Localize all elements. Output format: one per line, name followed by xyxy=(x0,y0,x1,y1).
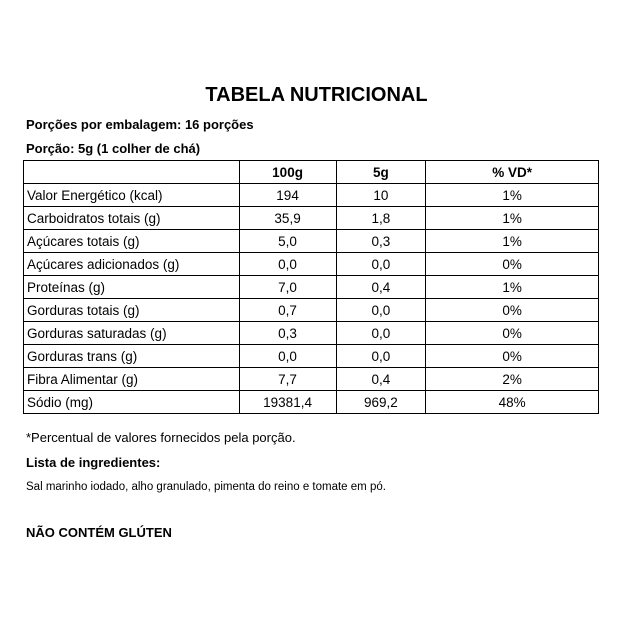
value-5g: 0,0 xyxy=(336,253,426,276)
value-vd: 1% xyxy=(426,207,599,230)
table-row xyxy=(24,299,599,322)
table-row xyxy=(24,184,599,207)
value-vd: 48% xyxy=(426,391,599,414)
nutrition-table xyxy=(23,160,599,414)
value-5g: 0,3 xyxy=(336,230,426,253)
nutrient-label: Sódio (mg) xyxy=(24,391,240,414)
serving-size: Porção: 5g (1 colher de chá) xyxy=(26,141,201,156)
value-100g: 19381,4 xyxy=(239,391,336,414)
nutrient-label: Gorduras totais (g) xyxy=(24,299,240,322)
value-5g: 0,0 xyxy=(336,345,426,368)
value-100g: 5,0 xyxy=(239,230,336,253)
header-vd: % VD* xyxy=(426,161,599,184)
nutrient-label: Valor Energético (kcal) xyxy=(24,184,240,207)
value-vd: 1% xyxy=(426,230,599,253)
value-5g: 0,0 xyxy=(336,322,426,345)
header-nutrient xyxy=(24,161,240,184)
value-vd: 1% xyxy=(426,276,599,299)
nutrient-label: Açúcares adicionados (g) xyxy=(24,253,240,276)
value-5g: 1,8 xyxy=(336,207,426,230)
header-5g: 5g xyxy=(336,161,426,184)
table-row xyxy=(24,322,599,345)
gluten-notice: NÃO CONTÉM GLÚTEN xyxy=(26,525,172,540)
footnote: *Percentual de valores fornecidos pela porção. xyxy=(26,430,296,445)
value-vd: 1% xyxy=(426,184,599,207)
value-100g: 194 xyxy=(239,184,336,207)
value-vd: 0% xyxy=(426,253,599,276)
table-row xyxy=(24,391,599,414)
ingredients-heading: Lista de ingredientes: xyxy=(26,455,161,470)
nutrient-label: Gorduras trans (g) xyxy=(24,345,240,368)
table-row xyxy=(24,207,599,230)
value-100g: 7,7 xyxy=(239,368,336,391)
value-100g: 0,0 xyxy=(239,345,336,368)
value-vd: 2% xyxy=(426,368,599,391)
value-100g: 7,0 xyxy=(239,276,336,299)
table-header-row xyxy=(24,161,599,184)
nutrient-label: Gorduras saturadas (g) xyxy=(24,322,240,345)
servings-per-package: Porções por embalagem: 16 porções xyxy=(26,117,254,132)
value-5g: 10 xyxy=(336,184,426,207)
value-5g: 0,4 xyxy=(336,368,426,391)
ingredients-list: Sal marinho iodado, alho granulado, pimenta do reino e tomate em pó. xyxy=(26,481,386,493)
value-5g: 0,4 xyxy=(336,276,426,299)
value-5g: 0,0 xyxy=(336,299,426,322)
value-100g: 0,7 xyxy=(239,299,336,322)
value-100g: 0,0 xyxy=(239,253,336,276)
table-row xyxy=(24,253,599,276)
value-vd: 0% xyxy=(426,299,599,322)
table-row xyxy=(24,368,599,391)
page-title: TABELA NUTRICIONAL xyxy=(205,84,428,106)
nutrient-label: Açúcares totais (g) xyxy=(24,230,240,253)
value-100g: 0,3 xyxy=(239,322,336,345)
nutrient-label: Carboidratos totais (g) xyxy=(24,207,240,230)
nutrient-label: Proteínas (g) xyxy=(24,276,240,299)
value-vd: 0% xyxy=(426,322,599,345)
value-5g: 969,2 xyxy=(336,391,426,414)
table-row xyxy=(24,345,599,368)
header-100g: 100g xyxy=(239,161,336,184)
nutrient-label: Fibra Alimentar (g) xyxy=(24,368,240,391)
value-vd: 0% xyxy=(426,345,599,368)
value-100g: 35,9 xyxy=(239,207,336,230)
table-row xyxy=(24,230,599,253)
table-row xyxy=(24,276,599,299)
